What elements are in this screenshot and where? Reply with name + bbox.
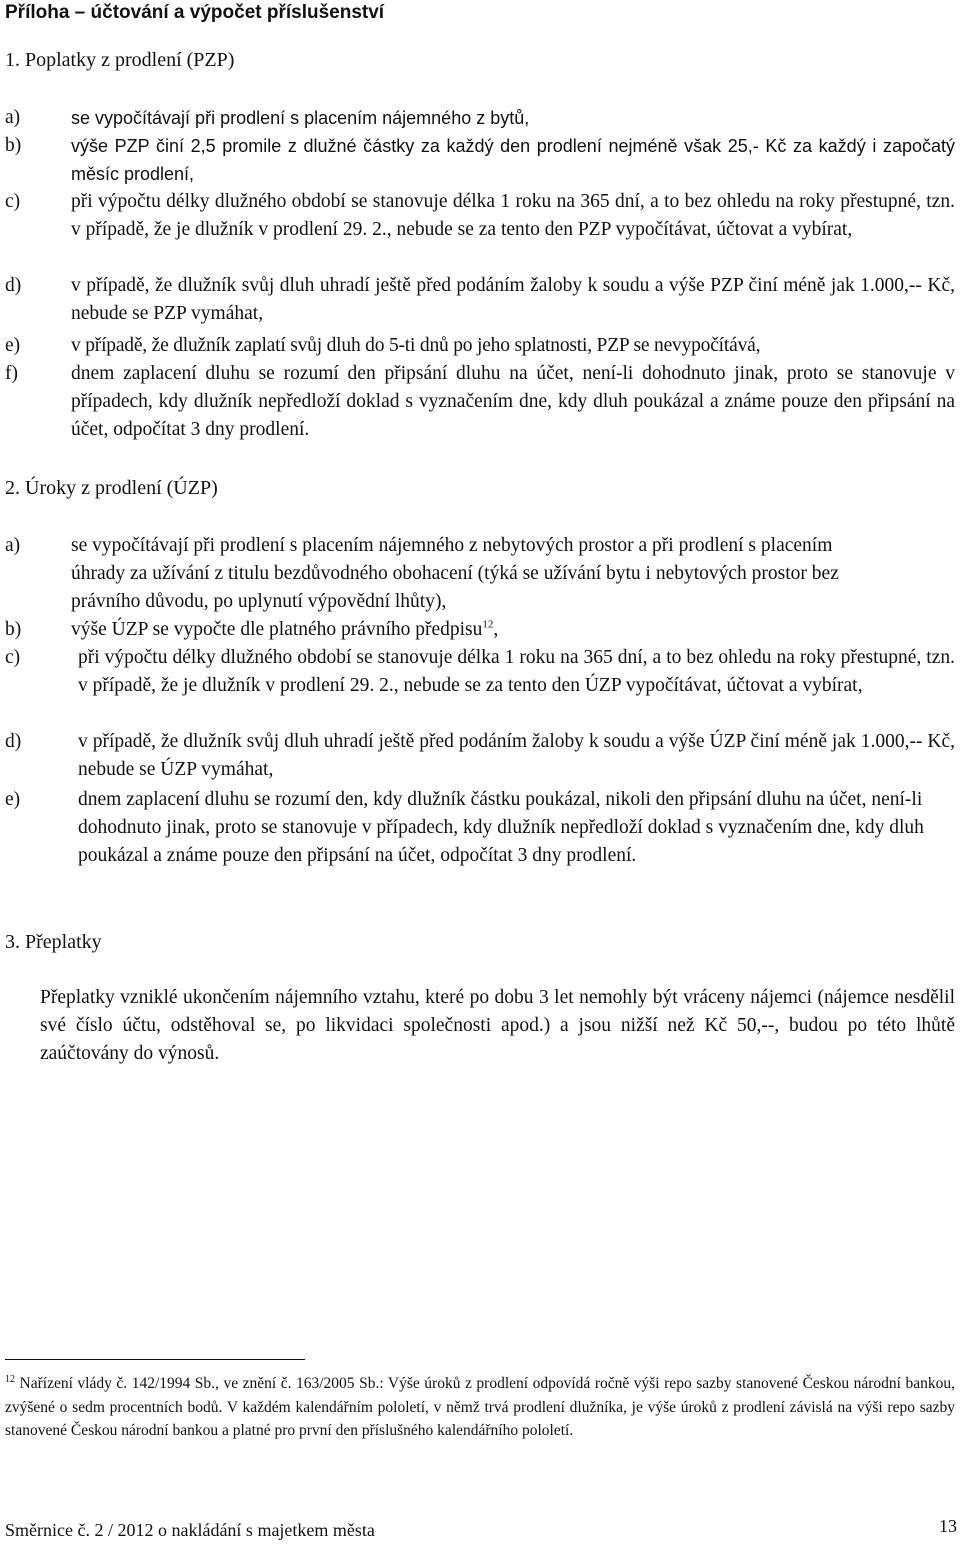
footnote-text: Nařízení vlády č. 142/1994 Sb., ve znění č. 163/2005 Sb.: Výše úroků z prodlení odpovídá ročně výši repo sazby stanovené Českou národní bankou, zvýšené o sedm procentních bodů. V každém kalendářním pololetí, v němž trvá prodlení dlužníka, je výše úroků z prodlení závislá na výši repo sazby stanovené Českou národní bankou a platné pro první den příslušného kalendářního pololetí. — [5, 1375, 955, 1439]
item-label: b) — [5, 135, 22, 156]
item-text: dnem zaplacení dluhu se rozumí den, kdy dlužník částku poukázal, nikoli den připsání dluhu na účet, není-li dohodnuto jinak, proto se stanovuje v případech, kdy dlužník nepředloží doklad s vyznačením dne, kdy dluh poukázal a známe pouze den připsání na účet, odpočítat 3 dny prodlení. — [78, 789, 924, 866]
section-2-heading: 2. Úroky z prodlení (ÚZP) — [5, 477, 218, 499]
page-number: 13 — [939, 1516, 957, 1536]
list-item — [5, 532, 885, 616]
item-text-main: výše ÚZP se vypočte dle platného právního předpisu — [71, 619, 483, 640]
item-label: e) — [5, 335, 21, 356]
item-label: a) — [5, 535, 21, 556]
item-text: při výpočtu délky dlužného období se stanovuje délka 1 roku na 365 dní, a to bez ohledu na roky přestupné, tzn. v případě, že je dlužník v prodlení 29. 2., nebude se za tento den PZP vypočítávat, účtovat a vybírat, — [71, 191, 955, 240]
item-text: v případě, že dlužník svůj dluh uhradí ještě před podáním žaloby k soudu a výše ÚZP činí méně jak 1.000,-- Kč, nebude se ÚZP vymáhat, — [78, 731, 955, 780]
section-3-heading: 3. Přeplatky — [5, 931, 102, 953]
item-label: c) — [5, 647, 21, 668]
item-text — [71, 616, 955, 644]
item-text: v případě, že dlužník svůj dluh uhradí ještě před podáním žaloby k soudu a výše PZP činí méně jak 1.000,-- Kč, nebude se PZP vymáhat, — [71, 275, 955, 324]
list-item — [5, 360, 955, 444]
section-1-heading: 1. Poplatky z prodlení (PZP) — [5, 49, 235, 71]
item-label: f) — [5, 363, 18, 384]
footer-document-title: Směrnice č. 2 / 2012 o nakládání s majetkem města — [5, 1520, 375, 1540]
item-text: se vypočítávají při prodlení s placením nájemného z nebytových prostor a při prodlení s placením úhrady za užívání z titulu bezdůvodného obohacení (týká se užívání bytu i nebytových prostor bez právního důvodu, po uplynutí výpovědní lhůty), — [71, 535, 839, 612]
item-text: výše PZP činí 2,5 promile z dlužné částky za každý den prodlení nejméně však 25,- Kč za každý i započatý měsíc prodlení, — [71, 136, 955, 184]
list-item — [5, 104, 955, 132]
paragraph-text: Přeplatky vzniklé ukončením nájemního vztahu, které po dobu 3 let nemohly být vráceny nájemci (nájemce nesdělil své číslo účtu, odstěhoval se, po likvidaci společnosti apod.) a jsou nižší než Kč 50,--, budou po této lhůtě zaúčtovány do výnosů. — [40, 987, 955, 1064]
list-item — [5, 786, 935, 870]
list-item — [5, 132, 955, 188]
item-label: a) — [5, 107, 21, 128]
item-label: b) — [5, 619, 22, 640]
page-title: Příloha – účtování a výpočet příslušenství — [5, 2, 385, 23]
list-item — [5, 644, 955, 700]
list-item — [5, 616, 955, 644]
item-text-after: , — [493, 619, 499, 640]
list-item — [5, 188, 955, 244]
item-label: d) — [5, 275, 22, 296]
item-text: v případě, že dlužník zaplatí svůj dluh do 5-ti dnů po jeho splatnosti, PZP se nevypočítává, — [71, 335, 761, 356]
item-text: při výpočtu délky dlužného období se stanovuje délka 1 roku na 365 dní, a to bez ohledu na roky přestupné, tzn. v případě, že je dlužník v prodlení 29. 2., nebude se za tento den ÚZP vypočítávat, účtovat a vybírat, — [78, 647, 955, 696]
section-3-paragraph — [40, 984, 955, 1068]
list-item — [5, 728, 955, 784]
footnote-number: 12 — [5, 1373, 15, 1385]
footnote — [5, 1372, 955, 1443]
list-item — [5, 272, 955, 328]
item-text: dnem zaplacení dluhu se rozumí den připsání dluhu na účet, není-li dohodnuto jinak, proto se stanovuje v případech, kdy dlužník nepředloží doklad s vyznačením dne, kdy dluh poukázal a známe pouze den připsání na účet, odpočítat 3 dny prodlení. — [71, 363, 955, 440]
footnote-reference: 12 — [482, 618, 494, 631]
item-label: c) — [5, 191, 21, 212]
list-item — [5, 332, 955, 360]
item-label: e) — [5, 789, 21, 810]
item-label: d) — [5, 731, 22, 752]
item-text: se vypočítávají při prodlení s placením nájemného z bytů, — [71, 108, 530, 128]
footnote-divider — [5, 1359, 305, 1360]
